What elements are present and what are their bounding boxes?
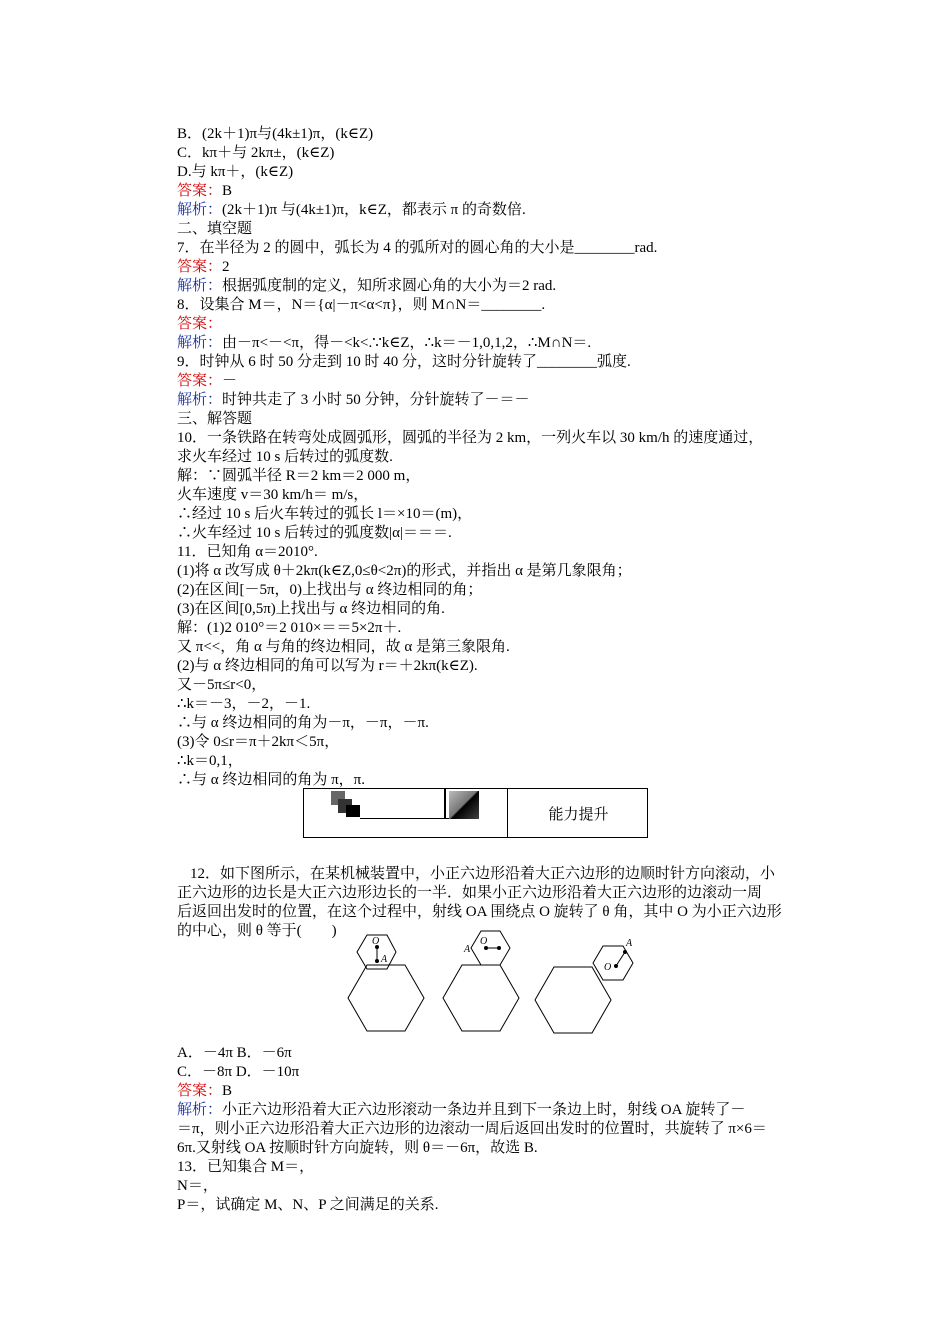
option-c: C．kπ＋与 2kπ±，(k∈Z) bbox=[177, 145, 335, 161]
question-12-line3: 后返回出发时的位置，在这个过程中，射线 OA 围绕点 O 旋转了 θ 角，其中 O 为小正六边形 bbox=[177, 904, 782, 920]
options-12-ab: A．－4π B．－6π bbox=[177, 1045, 292, 1061]
question-13-set-n: N＝， bbox=[177, 1178, 218, 1194]
section-fill-in: 二、填空题 bbox=[177, 221, 253, 237]
label-o: O bbox=[372, 936, 380, 947]
analysis-12-line3: 6π.又射线 OA 按顺时针方向旋转，则 θ＝－6π，故选 B. bbox=[177, 1140, 538, 1156]
large-hexagon bbox=[443, 965, 519, 1031]
question-9: 9．时钟从 6 时 50 分走到 10 时 40 分，这时分针旋转了________弧度. bbox=[177, 354, 631, 370]
ray-oa bbox=[616, 952, 625, 966]
question-12-line4: 的中心，则 θ 等于( ) bbox=[177, 923, 337, 939]
solution-11-line5: ∴k＝－3，－2，－1. bbox=[177, 696, 311, 712]
question-12-line2: 正六边形的边长是大正六边形边长的一半．如果小正六边形沿着大正六边形的边滚动一周 bbox=[177, 885, 763, 901]
large-hexagon bbox=[535, 967, 611, 1033]
question-13-set-p: P＝，试确定 M、N、P 之间满足的关系. bbox=[177, 1197, 439, 1213]
question-11-part1: (1)将 α 改写成 θ＋2kπ(k∈Z,0≤θ<2π)的形式，并指出 α 是第几象限角； bbox=[177, 563, 632, 579]
label-a: A bbox=[464, 944, 471, 955]
question-10-line1: 10．一条铁路在转弯处成圆弧形，圆弧的半径为 2 km，一列火车以 30 km/h 的速度通过， bbox=[177, 430, 764, 446]
banner-decoration bbox=[346, 805, 360, 817]
large-hexagon bbox=[348, 965, 424, 1031]
banner-rule bbox=[360, 818, 449, 819]
answer-12: 答案：B bbox=[177, 1083, 233, 1099]
solution-11-line4: 又－5π≤r<0， bbox=[177, 677, 267, 693]
question-11-part2: (2)在区间[－5π，0)上找出与 α 终边相同的角； bbox=[177, 582, 483, 598]
small-hexagon bbox=[593, 946, 633, 980]
question-12-line1: 12．如下图所示，在某机械装置中，小正六边形沿着大正六边形的边顺时针方向滚动，小 bbox=[190, 866, 776, 882]
hexagon-figure bbox=[340, 928, 650, 1043]
analysis-8: 解析：由－π<－<π，得－<k<.∵k∈Z，∴k＝－1,0,1,2，∴M∩N＝. bbox=[177, 335, 592, 351]
point-o bbox=[614, 964, 618, 968]
banner-decoration bbox=[444, 789, 446, 819]
label-a: A bbox=[381, 954, 388, 965]
analysis-6: 解析：(2k＋1)π 与(4k±1)π，k∈Z，都表示 π 的奇数倍. bbox=[177, 202, 526, 218]
answer-6: 答案：B bbox=[177, 183, 233, 199]
analysis-7: 解析：根据弧度制的定义，知所求圆心角的大小为＝2 rad. bbox=[177, 278, 557, 294]
label-o: O bbox=[604, 962, 612, 973]
solution-11-line3: (2)与 α 终边相同的角可以写为 r＝＋2kπ(k∈Z). bbox=[177, 658, 478, 674]
question-11: 11．已知角 α＝2010°. bbox=[177, 544, 318, 560]
solution-11-line9: ∴与 α 终边相同的角为 π，π. bbox=[177, 772, 366, 788]
solution-10-line4: ∴火车经过 10 s 后转过的弧度数|α|＝＝＝. bbox=[177, 525, 452, 541]
answer-9: 答案：－ bbox=[177, 373, 238, 389]
ability-banner bbox=[303, 788, 648, 838]
options-12-cd: C．－8π D．－10π bbox=[177, 1064, 300, 1080]
solution-11-line6: ∴与 α 终边相同的角为－π，－π，－π. bbox=[177, 715, 429, 731]
question-8: 8．设集合 M＝，N＝{α|－π<α<π}，则 M∩N＝________. bbox=[177, 297, 546, 313]
solution-10-line1: 解：∵圆弧半径 R＝2 km＝2 000 m， bbox=[177, 468, 421, 484]
option-b: B．(2k＋1)π与(4k±1)π，(k∈Z) bbox=[177, 126, 374, 142]
question-13: 13．已知集合 M＝， bbox=[177, 1159, 315, 1175]
solution-11-line1: 解：(1)2 010°＝2 010×＝＝5×2π＋. bbox=[177, 620, 402, 636]
option-d: D.与 kπ＋，(k∈Z) bbox=[177, 164, 294, 180]
question-11-part3: (3)在区间[0,5π)上找出与 α 终边相同的角. bbox=[177, 601, 445, 617]
point-a bbox=[497, 946, 501, 950]
banner-decoration bbox=[449, 791, 479, 819]
question-7: 7．在半径为 2 的圆中，弧长为 4 的弧所对的圆心角的大小是________rad. bbox=[177, 240, 658, 256]
analysis-12-line1: 解析：小正六边形沿着大正六边形滚动一条边并且到下一条边上时，射线 OA 旋转了－ bbox=[177, 1102, 746, 1118]
answer-8: 答案： bbox=[177, 316, 223, 332]
point-a bbox=[623, 950, 627, 954]
solution-10-line3: ∴经过 10 s 后火车转过的弧长 l＝×10＝(m)， bbox=[177, 506, 473, 522]
answer-7: 答案：2 bbox=[177, 259, 230, 275]
solution-11-line8: ∴k＝0,1， bbox=[177, 753, 243, 769]
question-10-line2: 求火车经过 10 s 后转过的弧度数. bbox=[177, 449, 393, 465]
solution-11-line7: (3)令 0≤r＝π＋2kπ＜5π， bbox=[177, 734, 340, 750]
ability-banner-title: 能力提升 bbox=[507, 789, 649, 837]
label-o: O bbox=[480, 936, 488, 947]
solution-11-line2: 又 π<<，角 α 与角的终边相同，故 α 是第三象限角. bbox=[177, 639, 510, 655]
label-a: A bbox=[626, 938, 633, 949]
point-a bbox=[375, 959, 379, 963]
analysis-12-line2: ＝π，则小正六边形沿着大正六边形的边滚动一周后返回出发时的位置时，共旋转了 π×6＝ bbox=[177, 1121, 767, 1137]
solution-10-line2: 火车速度 v＝30 km/h＝ m/s， bbox=[177, 487, 369, 503]
analysis-9: 解析：时钟共走了 3 小时 50 分钟，分针旋转了－＝－ bbox=[177, 392, 530, 408]
section-solve: 三、解答题 bbox=[177, 411, 253, 427]
